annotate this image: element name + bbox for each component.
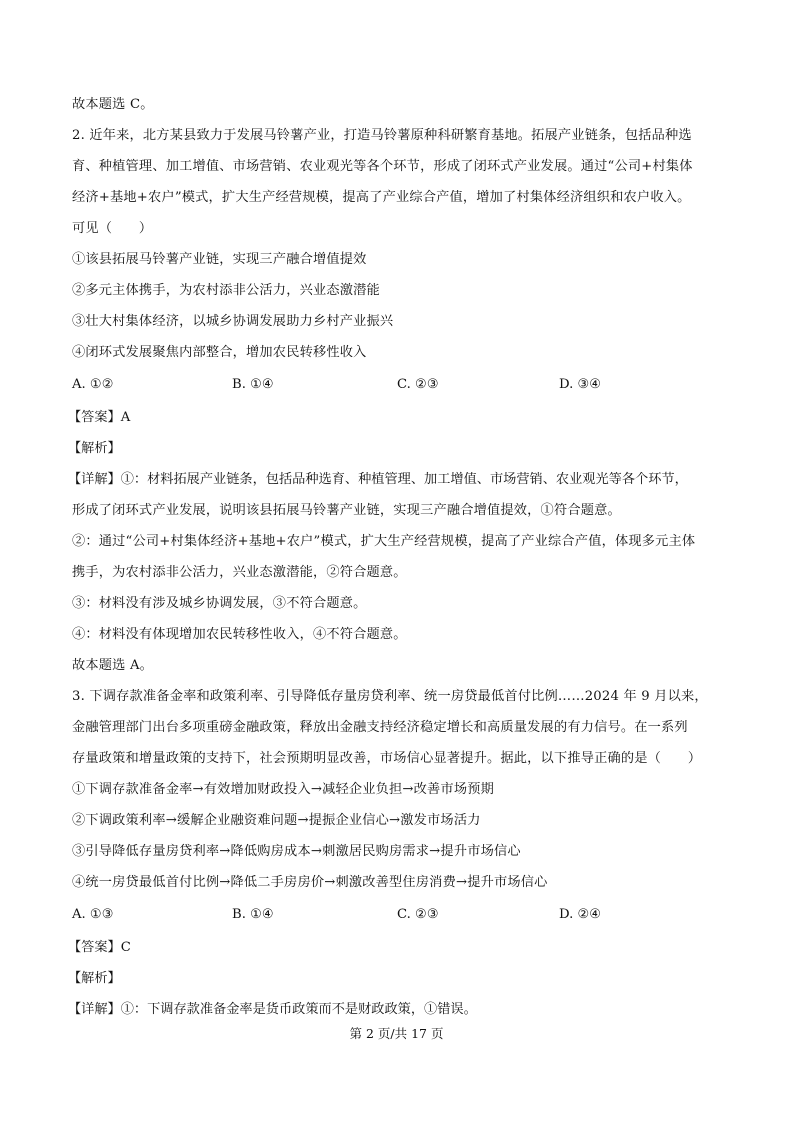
page-footer: 第 2 页/共 17 页 — [349, 1026, 444, 1041]
q2-statement-2: ②多元主体携手，为农村添非公活力，兴业态激潜能 — [72, 283, 380, 298]
q3-option-b: B. ①④ — [232, 907, 274, 922]
q2-conclusion: 故本题选 A。 — [72, 658, 154, 673]
q2-statement-3: ③壮大村集体经济，以城乡协调发展助力乡村产业振兴 — [72, 314, 394, 329]
q2-detail-line-4: 携手，为农村添非公活力，兴业态激潜能，②符合题意。 — [72, 565, 407, 580]
q3-answer: 【答案】C — [68, 940, 131, 955]
q2-stem-line-4: 可见（ ） — [72, 221, 153, 236]
q3-stem-line-1: 3. 下调存款准备金率和政策利率、引导降低存量房贷利率、统一房贷最低首付比例……2024 年 9 月以来， — [72, 689, 708, 704]
q3-statement-3: ③引导降低存量房贷利率→降低购房成本→刺激居民购房需求→提升市场信心 — [72, 844, 521, 859]
q3-detail-line-1: 【详解】①：下调存款准备金率是货币政策而不是财政政策，①错误。 — [68, 1002, 477, 1017]
q3-statement-2: ②下调政策利率→缓解企业融资难问题→提振企业信心→激发市场活力 — [72, 813, 481, 828]
q2-stem-line-3: 经济+基地+农户”模式，扩大生产经营规模，提高了产业综合产值，增加了村集体经济组织和农户收入。 — [72, 190, 691, 205]
q2-detail-line-3: ②：通过“公司+村集体经济+基地+农户”模式，扩大生产经营规模，提高了产业综合产值，体现多元主体 — [72, 534, 696, 549]
q2-option-a: A. ①② — [72, 377, 114, 392]
q2-option-b: B. ①④ — [232, 377, 274, 392]
q2-statement-4: ④闭环式发展聚焦内部整合，增加农民转移性收入 — [72, 345, 367, 360]
q2-detail-line-2: 形成了闭环式产业发展，说明该县拓展马铃薯产业链，实现三产融合增值提效，①符合题意。 — [72, 503, 621, 518]
q2-detail-line-1: 【详解】①：材料拓展产业链条，包括品种选育、种植管理、加工增值、市场营销、农业观光等各个环节， — [68, 472, 688, 487]
q3-statement-1: ①下调存款准备金率→有效增加财政投入→减轻企业负担→改善市场预期 — [72, 782, 494, 797]
q3-analysis-label: 【解析】 — [68, 971, 121, 986]
q2-option-c: C. ②③ — [397, 377, 439, 392]
q3-option-d: D. ②④ — [559, 907, 602, 922]
q2-detail-line-6: ④：材料没有体现增加农民转移性收入，④不符合题意。 — [72, 627, 407, 642]
q2-answer: 【答案】A — [68, 410, 131, 425]
q2-stem-line-1: 2. 近年来，北方某县致力于发展马铃薯产业，打造马铃薯原种科研繁育基地。拓展产业链条，包括品种选 — [72, 128, 692, 143]
q1-conclusion: 故本题选 C。 — [72, 97, 154, 112]
q2-statement-1: ①该县拓展马铃薯产业链，实现三产融合增值提效 — [72, 252, 367, 267]
q3-stem-line-3: 存量政策和增量政策的支持下，社会预期明显改善，市场信心显著提升。据此，以下推导正确的是（ ） — [72, 751, 702, 766]
q2-option-d: D. ③④ — [559, 377, 602, 392]
q3-option-c: C. ②③ — [397, 907, 439, 922]
q2-analysis-label: 【解析】 — [68, 441, 121, 456]
q2-stem-line-2: 育、种植管理、加工增值、市场营销、农业观光等各个环节，形成了闭环式产业发展。通过“公司+村集体 — [72, 159, 693, 174]
q2-detail-line-5: ③：材料没有涉及城乡协调发展，③不符合题意。 — [72, 596, 367, 611]
q3-option-a: A. ①③ — [72, 907, 114, 922]
q3-stem-line-2: 金融管理部门出台多项重磅金融政策，释放出金融支持经济稳定增长和高质量发展的有力信号。在一系列 — [72, 720, 688, 735]
q3-statement-4: ④统一房贷最低首付比例→降低二手房房价→刺激改善型住房消费→提升市场信心 — [72, 875, 548, 890]
